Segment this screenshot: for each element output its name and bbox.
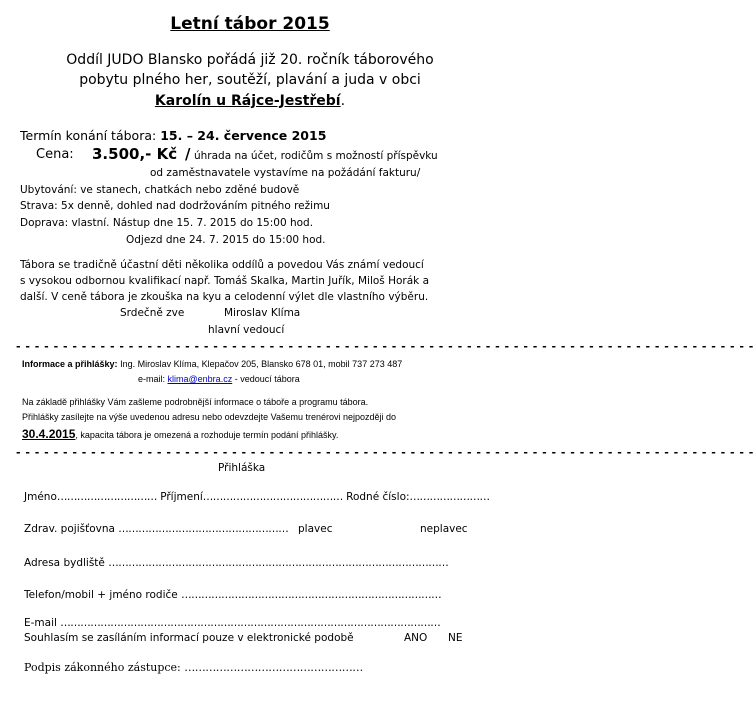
transport-line-2: Odjezd dne 24. 7. 2015 do 15:00 hod. (126, 234, 326, 246)
leader-role: hlavní vedoucí (208, 324, 285, 336)
surname-field[interactable]: …………………………………… (202, 491, 343, 503)
form-name-row (24, 491, 490, 503)
contact-text: Ing. Miroslav Klíma, Klepačov 205, Blansko 678 01, mobil 737 273 487 (120, 359, 403, 369)
description-line-1: Tábora se tradičně účastní děti několika oddílů a povedou Vás známí vedoucí (20, 259, 424, 271)
consent-no-option[interactable]: NE (448, 632, 463, 644)
transport-line-1: Doprava: vlastní. Nástup dne 15. 7. 2015 do 15:00 hod. (20, 217, 314, 229)
price-label: Cena: (36, 147, 74, 162)
price-note-1: úhrada na účet, rodičům s možností příspěvku (194, 150, 438, 162)
address-label: Adresa bydliště (24, 557, 105, 569)
non-swimmer-option[interactable]: neplavec (420, 523, 468, 535)
form-signature-row (24, 661, 363, 674)
phone-field[interactable]: …………………………………………………………………… (181, 589, 442, 601)
registration-deadline: 30.4.2015 (22, 427, 76, 441)
registration-line-1: Na základě přihlášky Vám zašleme podrobnější informace o táboře a programu tábora. (22, 397, 369, 407)
intro-place-line (0, 93, 500, 109)
term-label: Termín konání tábora: (20, 128, 157, 143)
term-row (20, 128, 326, 143)
swimmer-option[interactable]: plavec (298, 523, 333, 535)
address-field[interactable]: ………………………………………………………………………………………… (108, 557, 449, 569)
leader-name: Miroslav Klíma (224, 307, 301, 319)
name-label: Jméno (24, 491, 57, 503)
contact-email-suffix: - vedoucí tábora (234, 374, 300, 384)
consent-yes-option[interactable]: ANO (404, 632, 428, 644)
contact-line (22, 359, 402, 369)
email-field[interactable]: …………………………………………………………………………………………………… (60, 617, 441, 629)
email-label: E-mail (24, 617, 57, 629)
signature-field[interactable]: …………………………………………… (184, 661, 363, 674)
price-note-2: od zaměstnavatele vystavíme na požádání fakturu/ (150, 167, 421, 179)
registration-line-3 (22, 427, 338, 441)
divider-bottom: - - - - - - - - - - - - - - - - - - - - - - - - - - - - - - - - - - - - - - - - - - - - - - - - - - - - - - - - - - - - - - - - - - - - - - - - - - - - - - - (16, 446, 754, 459)
term-value: 15. – 24. července 2015 (160, 128, 327, 143)
greeting: Srdečně zve (120, 307, 185, 319)
contact-label: Informace a přihlášky: (22, 359, 118, 369)
contact-email-line (138, 374, 300, 384)
camp-place: Karolín u Rájce-Jestřebí (154, 93, 341, 109)
name-field[interactable]: ………………………… (56, 491, 157, 503)
birth-number-label: Rodné číslo: (346, 491, 410, 503)
consent-text: Souhlasím se zasíláním informací pouze v elektronické podobě (24, 632, 354, 644)
intro-place-suffix: . (340, 93, 346, 109)
signature-label: Podpis zákonného zástupce: (24, 661, 181, 674)
description-line-2: s vysokou odbornou kvalifikací např. Tomáš Skalka, Martin Juřík, Miloš Horák a (20, 275, 430, 287)
contact-email-link[interactable]: klima@enbra.cz (167, 374, 233, 384)
registration-capacity: , kapacita tábora je omezená a rozhoduje termín podání přihlášky. (75, 430, 339, 440)
accommodation: Ubytování: ve stanech, chatkách nebo zděné budově (20, 184, 300, 196)
page-title: Letní tábor 2015 (170, 14, 330, 34)
insurance-field[interactable]: …………………………………………… (118, 523, 289, 535)
form-address-row (24, 557, 448, 569)
birth-number-field[interactable]: …………………… (409, 491, 490, 503)
divider-top: - - - - - - - - - - - - - - - - - - - - - - - - - - - - - - - - - - - - - - - - - - - - - - - - - - - - - - - - - - - - - - - - - - - - - - - - - - - - - - - (16, 340, 754, 353)
registration-line-2: Přihlášky zasílejte na výše uvedenou adresu nebo odevzdejte Vašemu trenérovi nejpozději do (22, 412, 397, 422)
phone-label: Telefon/mobil + jméno rodiče (24, 589, 178, 601)
form-insurance-row (24, 523, 288, 535)
intro-line-1: Oddíl JUDO Blansko pořádá již 20. ročník táborového (66, 52, 434, 68)
price-slash: / (185, 145, 191, 163)
form-heading: Přihláška (218, 462, 266, 474)
price-amount: 3.500,- Kč (92, 145, 178, 163)
surname-label: Příjmení (160, 491, 203, 503)
description-line-3: další. V ceně tábora je zkouška na kyu a celodenní výlet dle vlastního výběru. (20, 291, 429, 303)
form-phone-row (24, 589, 441, 601)
contact-email-prefix: e-mail: (138, 374, 166, 384)
form-email-row (24, 617, 440, 629)
food: Strava: 5x denně, dohled nad dodržováním pitného režimu (20, 200, 330, 212)
insurance-label: Zdrav. pojišťovna (24, 523, 115, 535)
intro-line-2: pobytu plného her, soutěží, plavání a juda v obci (79, 72, 421, 88)
